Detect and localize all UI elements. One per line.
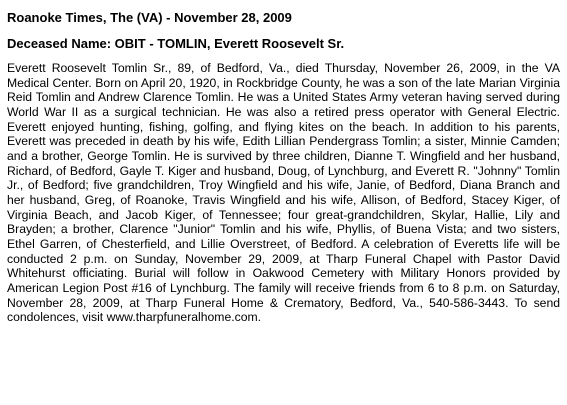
source-title: Roanoke Times, The (VA) - November 28, 2009: [7, 10, 292, 25]
deceased-name-heading: Deceased Name: OBIT - TOMLIN, Everett Roosevelt Sr.: [7, 36, 345, 51]
obituary-body-text: Everett Roosevelt Tomlin Sr., 89, of Bedford, Va., died Thursday, November 26, 2009, in the VA Medical Center. Born on April 20, 1920, in Rockbridge County, he was a son of the late Marian Virginia Reid Tomlin and Andrew Clarence Tomlin. He was a United States Army veteran having served during World War II as a surgical technician. He was also a retired press operator with General Electric. Everett enjoyed hunting, fishing, golfing, and flying kites on the beach. In addition to his parents, Everett was preceded in death by his wife, Edith Lillian Pendergrass Tomlin; a sister, Minnie Camden; and a brother, George Tomlin. He is survived by three children, Dianne T. Wingfield and her husband, Richard, of Bedford, Gayle T. Kiger and husband, Doug, of Lynchburg, and Everett R. "Johnny" Tomlin Jr., of Bedford; five grandchildren, Troy Wingfield and his wife, Janie, of Bedford, Diana Branch and her husband, Greg, of Roanoke, Travis Wingfield and his wife, Allison, of Bedford, Stacey Kiger, of Virginia Beach, and Jacob Kiger, of Tennessee; four great-grandchildren, Skylar, Hallie, Lily and Brayden; a brother, Clarence "Junior" Tomlin and his wife, Phyllis, of Buena Vista; and two sisters, Ethel Garren, of Chesterfield, and Lillie Overstreet, of Bedford. A celebration of Everetts life will be conducted 2 p.m. on Sunday, November 29, 2009, at Tharp Funeral Chapel with Pastor David Whitehurst officiating. Burial will follow in Oakwood Cemetery with Military Honors provided by American Legion Post #16 of Lynchburg. The family will receive friends from 6 to 8 p.m. on Saturday, November 28, 2009, at Tharp Funeral Home & Crematory, Bedford, Va., 540-586-3443. To send condolences, visit www.tharpfuneralhome.com.: [7, 61, 560, 325]
